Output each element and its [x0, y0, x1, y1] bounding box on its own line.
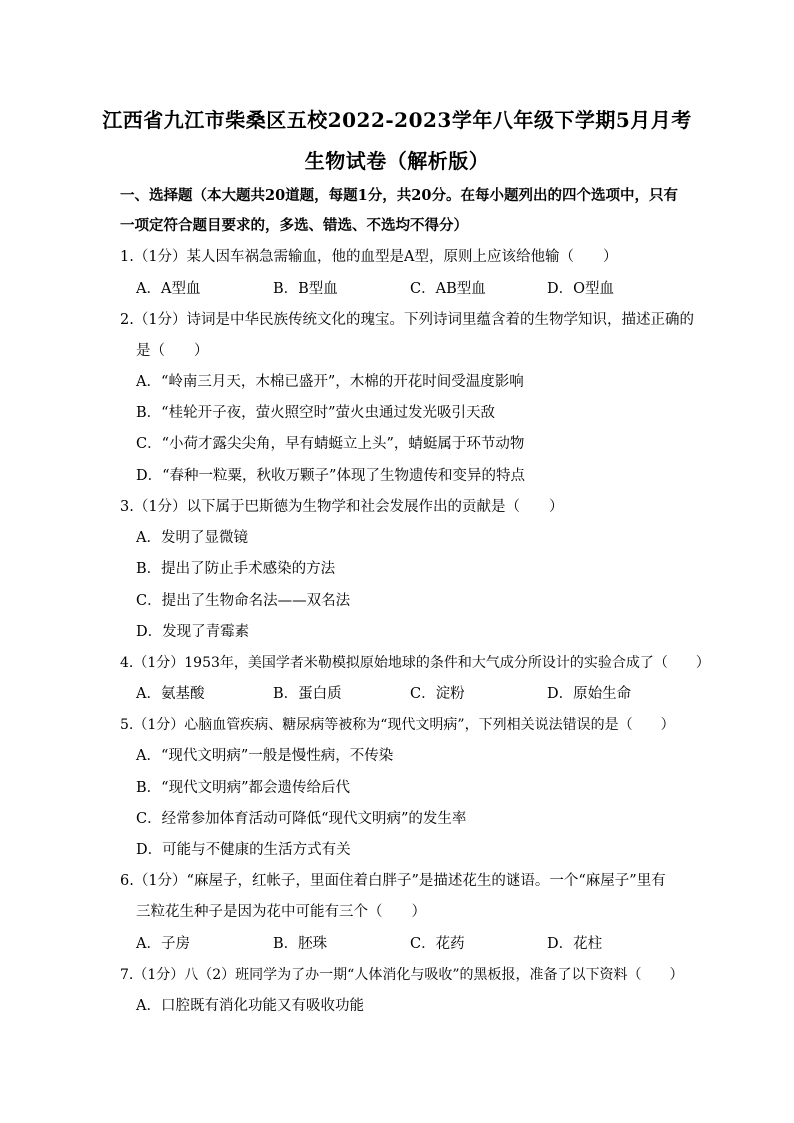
option-d: D．可能与不健康的生活方式有关	[136, 842, 351, 858]
option-a: A．“岭南三月天，木棉已盛开”，木棉的开花时间受温度影响	[136, 374, 524, 390]
question-stem: 3.（1分）以下属于巴斯德为生物学和社会发展作出的贡献是（ ）	[120, 499, 564, 515]
option-c: C．AB型血	[410, 281, 486, 297]
section-heading: 一、选择题（本大题共20道题，每题1分，共20分。在每小题列出的四个选项中，只有	[120, 187, 678, 204]
option-b: B．“桂轮开子夜，萤火照空时”萤火虫通过发光吸引天敌	[136, 405, 495, 421]
page-subtitle: 生物试卷（解析版）	[304, 149, 490, 173]
option-d: D．原始生命	[547, 686, 632, 702]
option-a: A．口腔既有消化功能又有吸收功能	[136, 998, 364, 1014]
option-b: B．胚珠	[273, 936, 328, 952]
option-b: B．“现代文明病”都会遗传给后代	[136, 780, 350, 796]
question-stem-continued: 三粒花生种子是因为花中可能有三个（ ）	[136, 904, 426, 920]
option-d: D．发现了青霉素	[136, 624, 250, 640]
question-stem: 6.（1分）“麻屋子，红帐子，里面住着白胖子”是描述花生的谜语。一个“麻屋子”里有	[120, 873, 666, 889]
page-title: 江西省九江市柴桑区五校2022-2023学年八年级下学期5月月考	[102, 108, 692, 132]
option-c: C．“小荷才露尖尖角，早有蜻蜓立上头”，蜻蜓属于环节动物	[136, 436, 525, 452]
option-d: D．O型血	[547, 281, 615, 297]
option-b: B．B型血	[273, 281, 338, 297]
option-a: A．A型血	[136, 281, 201, 297]
question-stem: 2.（1分）诗词是中华民族传统文化的瑰宝。下列诗词里蕴含着的生物学知识，描述正确的	[120, 312, 695, 328]
option-c: C．提出了生物命名法——双名法	[136, 593, 351, 609]
option-a: A．子房	[136, 936, 190, 952]
question-stem: 1.（1分）某人因车祸急需输血，他的血型是A型，原则上应该给他输（ ）	[120, 249, 618, 265]
question-stem: 7.（1分）八（2）班同学为了办一期“人体消化与吸收”的黑板报，准备了以下资料（ ）	[120, 967, 684, 983]
option-c: C．淀粉	[410, 686, 465, 702]
option-a: A．“现代文明病”一般是慢性病，不传染	[136, 748, 394, 764]
option-d: D．花柱	[547, 936, 603, 952]
option-d: D．“春种一粒粟，秋收万颗子”体现了生物遗传和变异的特点	[136, 468, 525, 484]
option-b: B．提出了防止手术感染的方法	[136, 561, 336, 577]
option-b: B．蛋白质	[273, 686, 342, 702]
option-a: A．氨基酸	[136, 686, 205, 702]
option-c: C．经常参加体育活动可降低“现代文明病”的发生率	[136, 811, 467, 827]
question-stem-continued: 是（ ）	[136, 343, 209, 359]
section-heading-continued: 一项定符合题目要求的，多选、错选、不选均不得分）	[120, 217, 468, 234]
option-c: C．花药	[410, 936, 465, 952]
option-a: A．发明了显微镜	[136, 530, 248, 546]
question-stem: 4.（1分）1953年，美国学者米勒模拟原始地球的条件和大气成分所设计的实验合成了（ ）	[120, 655, 710, 671]
question-stem: 5.（1分）心脑血管疾病、糖尿病等被称为“现代文明病”，下列相关说法错误的是（ ）	[120, 717, 675, 733]
